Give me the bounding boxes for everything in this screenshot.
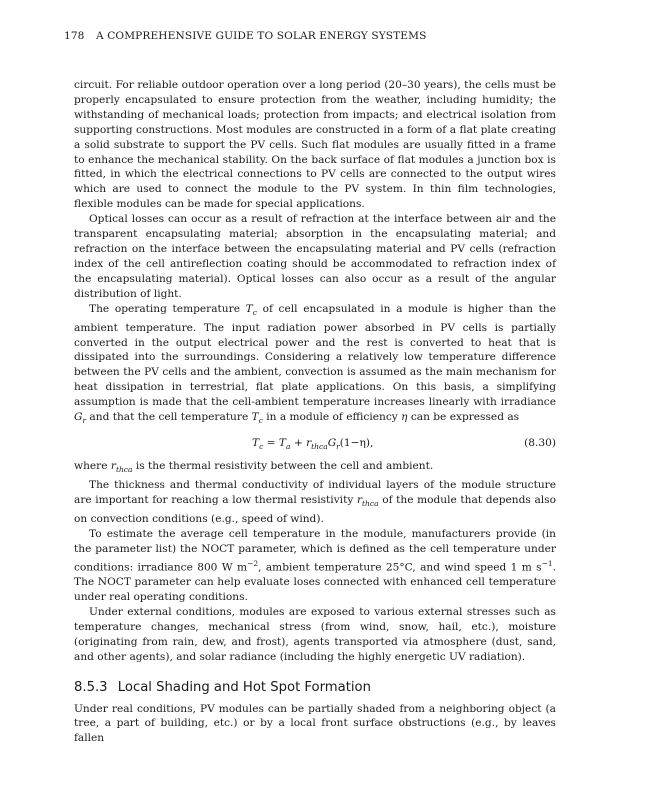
section-heading <box>74 681 556 696</box>
section-title: Local Shading and Hot Spot Formation <box>117 679 371 695</box>
equation-8-30 <box>74 431 556 459</box>
running-header <box>64 30 426 42</box>
paragraph-where: where $r_{thca}$ is the thermal resistivity between the cell and ambient. <box>74 460 434 475</box>
paragraph-thickness: The thickness and thermal conductivity of individual layers of the module structure are important for reaching a low thermal resistivity $r_{thca}$ of the module that depends also on convection conditions (e.g., speed of wind). <box>74 479 557 525</box>
equation-number: (8.30) <box>524 437 556 450</box>
page-number: 178 <box>64 30 85 42</box>
section-number: 8.5.3 <box>74 679 108 695</box>
paragraph-noct: To estimate the average cell temperature in the module, manufacturers provide (in the parameter list) the NOCT parameter, which is defined as the cell temperature under conditions: irradiance 800 W $m^{-2}$, ambient temperature 25°C, and wind speed 1 m $s^{-1}$. The NOCT parameter can help evaluate loses connected with enhanced cell temperature under real operating conditions. <box>74 527 556 604</box>
paragraph-encapsulation: circuit. For reliable outdoor operation over a long period (20–30 years), the cells must be properly encapsulated to ensure protection from the weather, including humidity; the withstanding of mechanical loads; protection from impacts; and electrical isolation from supporting constructions. Most modules are constructed in a form of a flat plate creating a solid substrate to support the PV cells. Such flat modules are usually fitted in a frame to enhance the mechanical stability. On the back surface of flat modules a junction box is fitted, in which the electrical connections to PV cells are connected to the output wires which are used to connect the module to the PV system. In thin film technologies, flexible modules can be made for special applications. <box>74 79 556 211</box>
running-title: A COMPREHENSIVE GUIDE TO SOLAR ENERGY SYSTEMS <box>96 30 427 42</box>
body-text <box>74 78 556 746</box>
paragraph-shading: Under real conditions, PV modules can be partially shaded from a neighboring object (a tree, a part of building, etc.) or by a local front surface obstructions (e.g., by leaves fallen <box>74 702 556 745</box>
paragraph-external-stresses: Under external conditions, modules are exposed to various external stresses such as temperature changes, mechanical stress (from wind, snow, hail, etc.), moisture (originating from rain, dew, and frost), agents transported via atmosphere (dust, sand, and other agents), and solar radiance (including the highly energetic UV radiation). <box>74 605 556 663</box>
paragraph-optical-losses: Optical losses can occur as a result of refraction at the interface between air and the transparent encapsulating material; absorption in the encapsulating material; and refraction on the interface between the encapsulating material and PV cells (refraction index of the cell antireflection coating should be accommodated to refraction index of the encapsulating material). Optical losses can also occur as a result of the angular distribution of light. <box>74 213 556 300</box>
equation-body: $T_c = T_a + r_{thca}G_r(1-\eta)$, <box>252 437 374 452</box>
paragraph-operating-temperature: The operating temperature $T_c$ of cell encapsulated in a module is higher than the ambient temperature. The input radiation power absorbed in PV cells is partially converted in the output electrical power and the rest is converted to heat that is dissipated into the surroundings. Considering a relatively low temperature difference between the PV cells and the ambient, convection is assumed as the main mechanism for heat dissipation in terrestrial, flat plate applications. On this basis, a simplifying assumption is made that the cell-ambient temperature increases linearly with irradiance $G_r$ and that the cell temperature $T_c$ in a module of efficiency η can be expressed as <box>74 302 556 426</box>
